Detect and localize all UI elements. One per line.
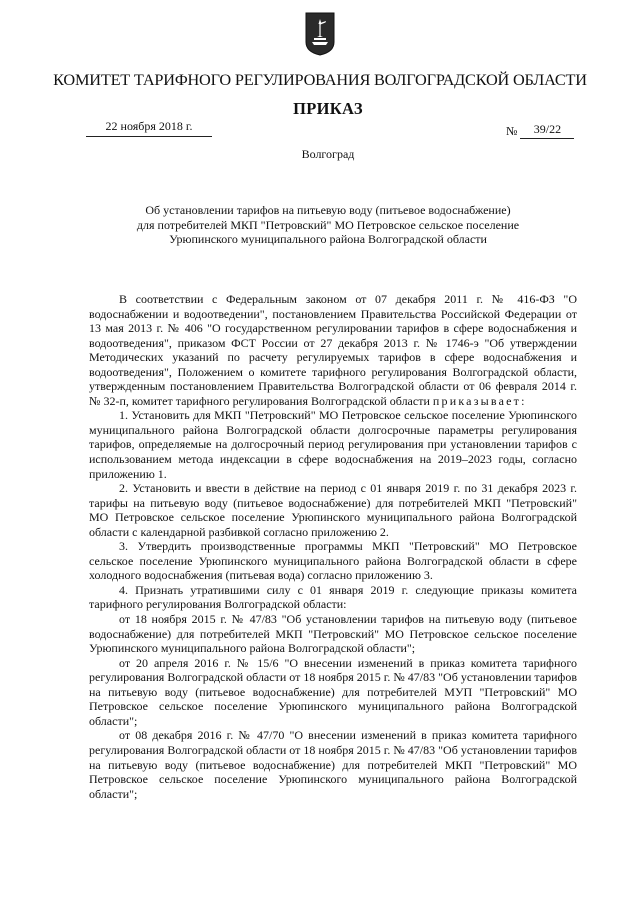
preamble-text: В соответствии с Федеральным законом от 07 декабря 2011 г. № 416-ФЗ "О водоснабжении и водоотведении", постановлением Правительства Российской Федерации от 13 мая 2013 г. № 406 "О государственном регулировании тарифов в сфере водоснабжения и водоотведения", приказом ФСТ России от 27 декабря 2013 г. № 1746-э "Об утверждении Методических указаний по расчету регулируемых тарифов в сфере водоснабжения и водоотведения", Положением о комитете тарифного регулирования Волгоградской области, утвержденным постановлением Правительства Волгоградской области от 06 февраля 2014 г. № 32-п, комитет тарифного регулирования Волгоградской области xyxy=(89,292,577,408)
committee-name: КОМИТЕТ ТАРИФНОГО РЕГУЛИРОВАНИЯ ВОЛГОГРАДСКОЙ ОБЛАСТИ xyxy=(53,70,587,89)
subject-line: Об установлении тарифов на питьевую воду (питьевое водоснабжение) xyxy=(145,203,511,217)
order-subject xyxy=(90,203,566,247)
volgograd-emblem-icon xyxy=(305,12,335,56)
preamble-paragraph xyxy=(89,292,577,408)
order-body xyxy=(89,292,577,801)
order-number xyxy=(506,122,574,139)
order-item-1: 1. Установить для МКП "Петровский" МО Петровское сельское поселение Урюпинского муниципального района Волгоградской области долгосрочные параметры регулирования тарифов, определяемые на долгосрочный период регулирования при установлении тарифов с использованием метода индексации в сфере водоснабжения на 2019–2023 годы, согласно приложению 1. xyxy=(89,408,577,481)
subject-line: для потребителей МКП "Петровский" МО Петровское сельское поселение xyxy=(136,217,520,232)
subject-line: Урюпинского муниципального района Волгоградской области xyxy=(169,232,487,246)
order-date: 22 ноября 2018 г. xyxy=(86,119,212,137)
orders-word: приказывает: xyxy=(432,393,527,408)
order-item-4: 4. Признать утратившими силу с 01 января 2019 г. следующие приказы комитета тарифного регулирования Волгоградской области: xyxy=(89,582,577,612)
repealed-order: от 08 декабря 2016 г. № 47/70 "О внесении изменений в приказ комитета тарифного регулирования Волгоградской области от 18 ноября 2015 г. № 47/83 "Об установлении тарифов на питьевую воду (питьевое водоснабжение) для потребителей МКП "Петровский" МО Петровское сельское поселение Урюпинского муниципального района Волгоградской области"; xyxy=(89,728,577,801)
order-item-3: 3. Утвердить производственные программы МКП "Петровский" МО Петровское сельское поселение Урюпинского муниципального района Волгоградской области в сфере холодного водоснабжения (питьевая вода) согласно приложению 3. xyxy=(89,539,577,583)
number-sign: № xyxy=(506,124,518,138)
city-name: Волгоград xyxy=(301,147,355,161)
repealed-order: от 20 апреля 2016 г. № 15/6 "О внесении изменений в приказ комитета тарифного регулирования Волгоградской области от 18 ноября 2015 г. № 47/83 "Об установлении тарифов на питьевую воду (питьевое водоснабжение) для потребителей МУП "Петровский" МО Петровское сельское поселение Урюпинского муниципального района Волгоградской области"; xyxy=(89,655,577,728)
document-title: ПРИКАЗ xyxy=(293,99,363,118)
order-item-2: 2. Установить и ввести в действие на период с 01 января 2019 г. по 31 декабря 2023 г. тарифы на питьевую воду (питьевое водоснабжение) для потребителей МКП "Петровский" МО Петровское сельское поселение Урюпинского муниципального района Волгоградской области с календарной разбивкой согласно приложению 2. xyxy=(89,481,577,539)
repealed-order: от 18 ноября 2015 г. № 47/83 "Об установлении тарифов на питьевую воду (питьевое водоснабжение) для потребителей МКП "Петровский" МО Петровское сельское поселение Урюпинского муниципального района Волгоградской области"; xyxy=(89,612,577,656)
number-value: 39/22 xyxy=(520,122,574,139)
